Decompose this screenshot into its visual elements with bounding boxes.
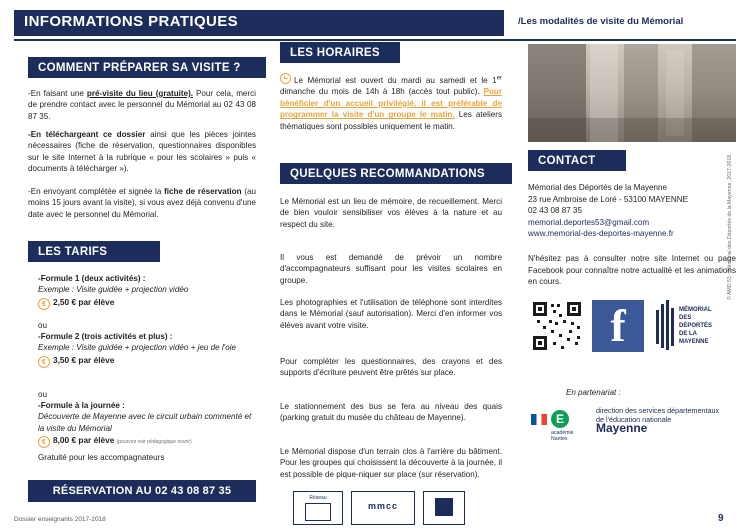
tarif-3-note: (pourvoir voir pédagogique ouvrir) <box>116 439 192 446</box>
tarif-item-3 <box>38 400 256 449</box>
p2-a: -En téléchargeant ce dossier <box>28 130 146 139</box>
header-subtitle: /Les modalités de visite du Mémorial <box>518 16 684 27</box>
section-contact-heading <box>528 150 626 171</box>
tarif-1-title: -Formule 1 (deux activités) : <box>38 274 146 283</box>
reco-6: Le Mémorial dispose d'un terrain clos à l'arrière du bâtiment. Pour les groupes qui choisissent la découverte à la journée, il est possible de pique-niquer sur place (sur réservation). <box>280 447 502 479</box>
tarif-3-price: 8,00 € par élève <box>53 435 115 446</box>
p3-c: (au moins 15 jours avant la visite), si vous avez déjà convenu d'une date avec le personnel du Mémorial. <box>28 187 256 219</box>
tarif-3-example: Découverte de Mayenne avec le circuit urbain commenté et la visite du Mémorial <box>38 412 252 433</box>
horaires-c: Les ateliers thématiques sont possibles uniquement le matin. <box>280 110 503 131</box>
section-prepare-heading <box>28 57 266 78</box>
horaires-paragraph <box>280 73 502 132</box>
horaires-heading-label: LES HORAIRES <box>290 46 380 59</box>
contact-block <box>528 182 736 240</box>
memorial-logo-line-1: MÉMORIAL <box>679 307 712 313</box>
horaires-sup: er <box>496 75 502 82</box>
qr-code[interactable] <box>531 300 583 352</box>
dsden-line-1: direction des services départementaux <box>596 406 720 415</box>
contact-website[interactable]: www.memorial-des-deportes-mayenne.fr <box>528 229 674 239</box>
social-text: N'hésitez pas à consulter notre site Internet ou page Facebook pour connaître notre actualité et les animations en cours. <box>528 254 736 287</box>
p1-a: -En faisant une <box>28 89 87 98</box>
horaires-highlight: Pour bénéficier d'un accueil privilégié, il est préférable de programmer la visite d'un groupe le matin. <box>280 87 502 120</box>
section-horaires-heading <box>280 42 400 63</box>
partner-label: En partenariat : <box>566 388 621 397</box>
memorial-logo-line-4: DE LA <box>679 331 697 337</box>
euro-icon: € <box>38 436 50 448</box>
logo-mmcc-label: mmcc <box>367 501 398 511</box>
tarif-item-2 <box>38 331 256 368</box>
memorial-logo <box>655 296 737 358</box>
horaires-a: Le Mémorial est ouvert du mardi au samedi et le 1 <box>294 76 497 85</box>
prepare-paragraph-3 <box>28 186 256 220</box>
euro-icon: € <box>38 298 50 310</box>
logo-reseau-label: Réseau <box>309 495 327 501</box>
side-credit: © AMD 53 - Mémorial des Déportés de la Mayenne, 2017-2018 <box>727 154 733 300</box>
logo-mmcc <box>351 491 415 525</box>
reservation-banner <box>28 480 256 502</box>
contact-address: 23 rue Ambroise de Loré - 53100 MAYENNE <box>528 194 689 204</box>
prepare-paragraph-1 <box>28 88 256 122</box>
dsden-line-2: de l'éducation nationale <box>596 415 672 424</box>
horaires-b: dimanche du mois de 14h à 18h (accès tout public). <box>280 87 484 97</box>
page-title: INFORMATIONS PRATIQUES <box>24 13 239 30</box>
header-divider <box>14 39 736 41</box>
logo-reseau <box>293 491 343 525</box>
reco-4: Pour compléter les questionnaires, des crayons et des supports d'écriture peuvent être prêtés sur place. <box>280 357 502 378</box>
facebook-glyph: f <box>610 300 626 351</box>
memorial-photo <box>528 44 736 142</box>
french-flag-icon <box>531 414 547 425</box>
memorial-logo-line-5: MAYENNE <box>679 339 709 345</box>
p1-c: Pour cela, merci de prendre contact avec le personnel du Mémorial au 02 43 08 87 35. <box>28 89 256 121</box>
gratuite-text: Gratuité pour les accompagnateurs <box>38 453 165 462</box>
prepare-paragraph-2 <box>28 129 256 175</box>
p1-b: pré-visite du lieu (gratuite). <box>86 89 194 98</box>
academie-e-icon: E <box>551 410 569 428</box>
p3-a: -En envoyant complétée et signée la <box>28 187 165 196</box>
euro-icon: € <box>38 356 50 368</box>
contact-email[interactable]: memorial.deportes53@gmail.com <box>528 217 650 227</box>
tarifs-heading-label: LES TARIFS <box>38 245 108 258</box>
footer-left: Dossier enseignants 2017-2018 <box>14 516 106 523</box>
academie-label: académie Nantes <box>551 430 574 442</box>
facebook-icon[interactable] <box>592 300 644 352</box>
tarif-2-price: 3,50 € par élève <box>53 354 115 365</box>
reco-3: Les photographies et l'utilisation de téléphone sont interdites dans le Mémorial (sauf autorisation). Merci d'en informer vos élèves avant votre visite. <box>280 298 502 330</box>
tarif-2-example: Exemple : Visite guidée + projection vidéo + jeu de l'oie <box>38 343 237 353</box>
reco-2: Il vous est demandé de prévoir un nombre d'accompagnateurs suffisant pour les visites scolaires en groupe. <box>280 253 502 285</box>
memorial-logo-line-3: DÉPORTÉS <box>679 323 713 329</box>
prepare-heading-label: COMMENT PRÉPARER SA VISITE ? <box>38 61 241 74</box>
tarif-or-1: ou <box>38 321 48 330</box>
contact-name: Mémorial des Déportés de la Mayenne <box>528 183 668 192</box>
p3-b: fiche de réservation <box>164 187 242 196</box>
memorial-logo-bars <box>655 300 675 348</box>
section-recommandations-heading <box>280 163 512 184</box>
dsden-block <box>596 406 738 433</box>
reco-5: Le stationnement des bus se fera au niveau des quais (parking gratuit du musée du château de Mayenne). <box>280 402 502 423</box>
clock-icon <box>280 73 291 84</box>
tarif-3-title: -Formule à la journée : <box>38 401 125 410</box>
logo-third <box>423 491 465 525</box>
recommandations-heading-label: QUELQUES RECOMMANDATIONS <box>290 167 485 180</box>
page-number: 9 <box>718 513 724 524</box>
contact-heading-label: CONTACT <box>538 154 596 167</box>
contact-phone: 02 43 08 87 35 <box>528 206 583 216</box>
tarif-or-2: ou <box>38 390 48 399</box>
dsden-line-3: Mayenne <box>596 421 648 435</box>
bottom-logos <box>285 487 495 525</box>
academie-logo <box>531 408 589 442</box>
memorial-logo-line-2: DES <box>679 315 692 321</box>
p2-b: ainsi que les pièces jointes nécessaires (fiche de réservation, questionnaires disponibles sur le site Internet à la rubrique « pour les scolaires » puis « documents à télécharger »). <box>28 130 256 174</box>
tarif-item-1 <box>38 273 256 310</box>
reco-1: Le Mémorial est un lieu de mémoire, de recueillement. Merci de bien vouloir sensibiliser vos élèves à la nature et au respect du site. <box>280 197 502 229</box>
tarif-2-title: -Formule 2 (trois activités et plus) : <box>38 332 173 341</box>
tarif-1-example: Exemple : Visite guidée + projection vidéo <box>38 285 189 295</box>
tarif-1-price: 2,50 € par élève <box>53 296 115 307</box>
reservation-label: RÉSERVATION AU 02 43 08 87 35 <box>52 485 232 497</box>
section-tarifs-heading <box>28 241 160 262</box>
